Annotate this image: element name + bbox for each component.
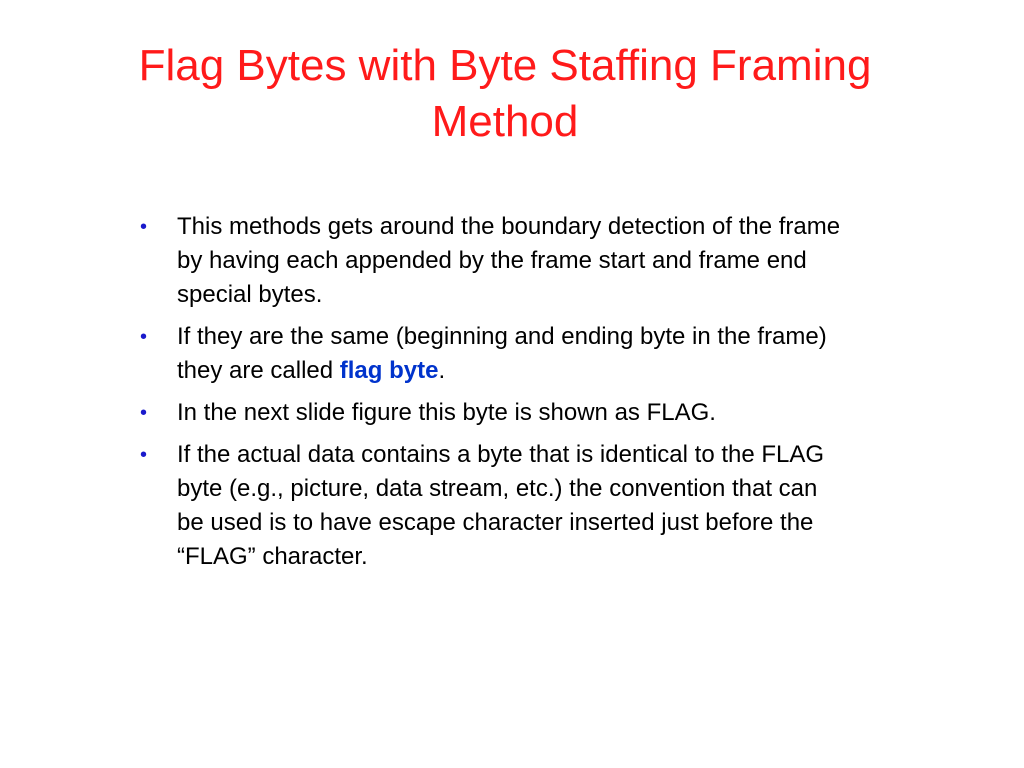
slide-title: [40, 38, 970, 150]
title-line: Method: [431, 97, 579, 146]
bullet-text: [177, 320, 970, 388]
bullet-item: [140, 396, 970, 430]
bullet-item: [140, 438, 970, 574]
flag-byte-highlight: flag byte: [339, 357, 439, 384]
bullet-line-prefix: they are called: [177, 357, 340, 384]
bullet-text: [177, 396, 970, 430]
bullet-icon: •: [140, 216, 148, 238]
bullet-line-suffix: .: [438, 357, 446, 384]
bullet-line: If the actual data contains a byte that is identical to the FLAG: [177, 441, 825, 468]
bullet-line: by having each appended by the frame start and frame end: [177, 247, 807, 274]
bullet-line: byte (e.g., picture, data stream, etc.) the convention that can: [177, 475, 818, 502]
bullet-icon: •: [140, 326, 148, 348]
bullet-line: [177, 354, 970, 388]
bullet-line: In the next slide figure this byte is shown as FLAG.: [177, 399, 716, 426]
bullet-item: [140, 320, 970, 388]
bullet-text: [177, 210, 970, 312]
bullet-line: If they are the same (beginning and ending byte in the frame): [177, 323, 827, 350]
bullet-list: [140, 210, 970, 582]
bullet-line: “FLAG” character.: [177, 543, 368, 570]
bullet-line: This methods gets around the boundary detection of the frame: [177, 213, 841, 240]
bullet-line: special bytes.: [177, 281, 323, 308]
title-line: Flag Bytes with Byte Staffing Framing: [138, 41, 872, 90]
bullet-line: be used is to have escape character inserted just before the: [177, 509, 814, 536]
bullet-icon: •: [140, 402, 148, 424]
bullet-text: [177, 438, 970, 574]
bullet-item: [140, 210, 970, 312]
bullet-icon: •: [140, 444, 148, 466]
